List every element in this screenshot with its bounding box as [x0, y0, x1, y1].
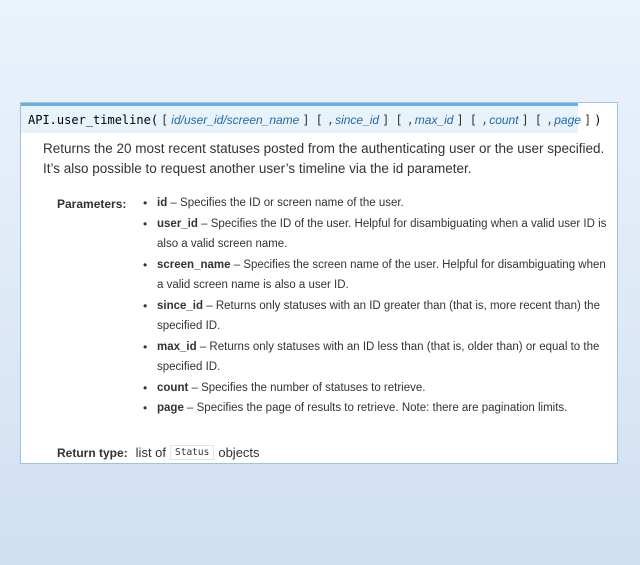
param-name: max_id — [157, 340, 197, 353]
param-desc: – Returns only statuses with an ID greater than (that is, more recent than) the specified ID. — [157, 299, 600, 332]
return-type-suffix: objects — [218, 445, 260, 460]
list-item: • id – Specifies the ID or screen name of the user. — [143, 196, 404, 210]
parameters-label: Parameters: — [57, 197, 127, 211]
signature-close: ) — [594, 112, 602, 127]
return-type — [57, 445, 260, 460]
list-item: • count – Specifies the number of statuses to retrieve. — [143, 380, 426, 395]
function-signature: API.user_timeline( [ id/user_id/screen_name ] [ , since_id ] [ , max_id ] [ , count ] [ , page ] ) — [21, 103, 578, 133]
param-name: screen_name — [157, 258, 231, 271]
signature-param: id/user_id/screen_name — [171, 112, 300, 127]
list-item: • page – Specifies the page of results to retrieve. Note: there are pagination limits. — [143, 401, 568, 415]
param-desc: – Specifies the screen name of the user. Helpful for disambiguating when a valid screen name is also a user ID. — [157, 258, 606, 291]
signature-param: max_id — [414, 112, 454, 127]
function-description: Returns the 20 most recent statuses posted from the authenticating user or the user specified. It’s also possible to request another user’s timeline via the id parameter. — [43, 141, 605, 176]
param-name: count — [157, 381, 189, 394]
param-name: id — [157, 197, 168, 209]
parameters-list — [141, 193, 611, 419]
param-desc: – Returns only statuses with an ID less than (that is, older than) or equal to the specified ID. — [157, 340, 600, 373]
signature-param: count — [489, 112, 519, 127]
param-name: since_id — [157, 299, 204, 312]
return-type-prefix: list of — [135, 445, 167, 460]
function-name: API.user_timeline( — [28, 112, 159, 127]
signature-param: page — [554, 112, 581, 127]
param-desc: – Specifies the ID of the user. Helpful for disambiguating when a valid user ID is also a valid screen name. — [157, 217, 607, 250]
param-desc: – Specifies the number of statuses to retrieve. — [188, 381, 426, 394]
param-name: page — [157, 402, 184, 414]
param-desc: – Specifies the page of results to retrieve. Note: there are pagination limits. — [183, 402, 568, 414]
param-name: user_id — [157, 217, 198, 230]
list-item: • screen_name – Specifies the screen name of the user. Helpful for disambiguating when a valid screen name is also a user ID. — [143, 257, 606, 291]
list-item: • since_id – Returns only statuses with an ID greater than (that is, more recent than) the specified ID. — [143, 298, 600, 332]
return-type-code: Status — [170, 445, 214, 460]
list-item: • max_id – Returns only statuses with an ID less than (that is, older than) or equal to the specified ID. — [143, 339, 600, 373]
return-type-label: Return type: — [57, 445, 128, 460]
api-doc-card — [20, 102, 618, 464]
signature-param: since_id — [335, 112, 380, 127]
param-desc: – Specifies the ID or screen name of the user. — [167, 197, 404, 209]
list-item: • user_id – Specifies the ID of the user. Helpful for disambiguating when a valid user ID is also a valid screen name. — [143, 216, 607, 250]
